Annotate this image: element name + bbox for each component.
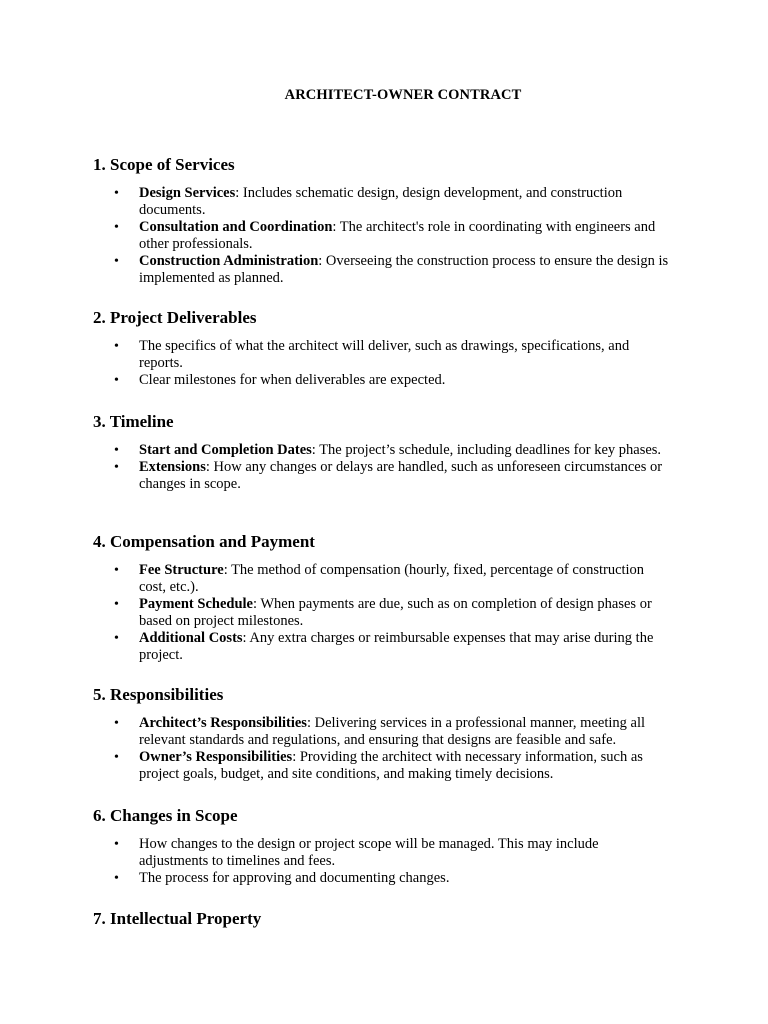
item-term: Consultation and Coordination xyxy=(139,219,333,235)
section xyxy=(93,527,693,663)
section-heading: 1. Scope of Services xyxy=(93,155,235,174)
bullet-list xyxy=(93,185,669,287)
section xyxy=(93,303,693,388)
section-heading: 5. Responsibilities xyxy=(93,685,224,704)
section-heading: 7. Intellectual Property xyxy=(93,909,262,928)
item-text: : When payments are due, such as on completion of design phases or based on project milestones. xyxy=(139,596,652,629)
section xyxy=(93,904,693,934)
bullet-dot-icon: • xyxy=(114,597,119,612)
bullet-dot-icon: • xyxy=(114,871,119,886)
item-text: How changes to the design or project scope will be managed. This may include adjustments to timelines and fees. xyxy=(139,836,599,869)
bullet-dot-icon: • xyxy=(114,716,119,731)
bullet-dot-icon: • xyxy=(114,220,119,235)
section xyxy=(93,150,693,286)
list-item xyxy=(93,372,669,389)
section xyxy=(93,407,693,492)
section xyxy=(93,680,693,782)
bullet-dot-icon: • xyxy=(114,631,119,646)
list-item xyxy=(93,562,669,596)
item-text: : The method of compensation (hourly, fixed, percentage of construction cost, etc.). xyxy=(139,562,645,595)
bullet-list xyxy=(93,715,669,783)
item-text: : Includes schematic design, design development, and construction documents. xyxy=(139,185,623,218)
bullet-dot-icon: • xyxy=(114,186,119,201)
item-text: : The architect's role in coordinating with engineers and other professionals. xyxy=(139,219,656,252)
list-item xyxy=(93,596,669,630)
list-item xyxy=(93,630,669,664)
item-text: : How any changes or delays are handled, such as unforeseen circumstances or changes in scope. xyxy=(139,459,663,492)
document-title: ARCHITECT-OWNER CONTRACT xyxy=(284,87,522,103)
bullet-list xyxy=(93,442,669,493)
bullet-list xyxy=(93,836,669,887)
bullet-dot-icon: • xyxy=(114,443,119,458)
item-term: Extensions xyxy=(139,459,206,475)
list-item xyxy=(93,870,669,887)
list-item xyxy=(93,749,669,783)
section-heading: 4. Compensation and Payment xyxy=(93,532,315,551)
item-term: Construction Administration xyxy=(139,253,319,269)
section-heading: 3. Timeline xyxy=(93,412,174,431)
bullet-dot-icon: • xyxy=(114,339,119,354)
section-heading: 2. Project Deliverables xyxy=(93,308,257,327)
bullet-dot-icon: • xyxy=(114,460,119,475)
list-item xyxy=(93,459,669,493)
item-term: Architect’s Responsibilities xyxy=(139,715,307,731)
item-term: Payment Schedule xyxy=(139,596,253,612)
list-item xyxy=(93,338,669,372)
list-item xyxy=(93,219,669,253)
bullet-dot-icon: • xyxy=(114,750,119,765)
item-text: : Delivering services in a professional manner, meeting all relevant standards and regulations, and ensuring that designs are feasible and safe. xyxy=(139,715,645,748)
list-item xyxy=(93,253,669,287)
item-text: The process for approving and documenting changes. xyxy=(139,870,450,886)
item-text: Clear milestones for when deliverables are expected. xyxy=(139,372,446,388)
item-term: Start and Completion Dates xyxy=(139,442,312,458)
list-item xyxy=(93,185,669,219)
section xyxy=(93,801,693,886)
bullet-dot-icon: • xyxy=(114,373,119,388)
item-text: The specifics of what the architect will deliver, such as drawings, specifications, and reports. xyxy=(139,338,630,371)
section-heading: 6. Changes in Scope xyxy=(93,806,238,825)
item-text: : Any extra charges or reimbursable expenses that may arise during the project. xyxy=(139,630,654,663)
item-term: Design Services xyxy=(139,185,236,201)
bullet-list xyxy=(93,562,669,664)
list-item xyxy=(93,715,669,749)
item-text: : Providing the architect with necessary information, such as project goals, budget, and site conditions, and making timely decisions. xyxy=(139,749,643,782)
item-text: : Overseeing the construction process to ensure the design is implemented as planned. xyxy=(139,253,669,286)
item-term: Additional Costs xyxy=(139,630,243,646)
bullet-dot-icon: • xyxy=(114,837,119,852)
bullet-list xyxy=(93,338,669,389)
list-item xyxy=(93,836,669,870)
item-term: Owner’s Responsibilities xyxy=(139,749,293,765)
list-item xyxy=(93,442,669,459)
bullet-dot-icon: • xyxy=(114,254,119,269)
item-term: Fee Structure xyxy=(139,562,224,578)
item-text: : The project’s schedule, including deadlines for key phases. xyxy=(311,442,662,458)
bullet-dot-icon: • xyxy=(114,563,119,578)
